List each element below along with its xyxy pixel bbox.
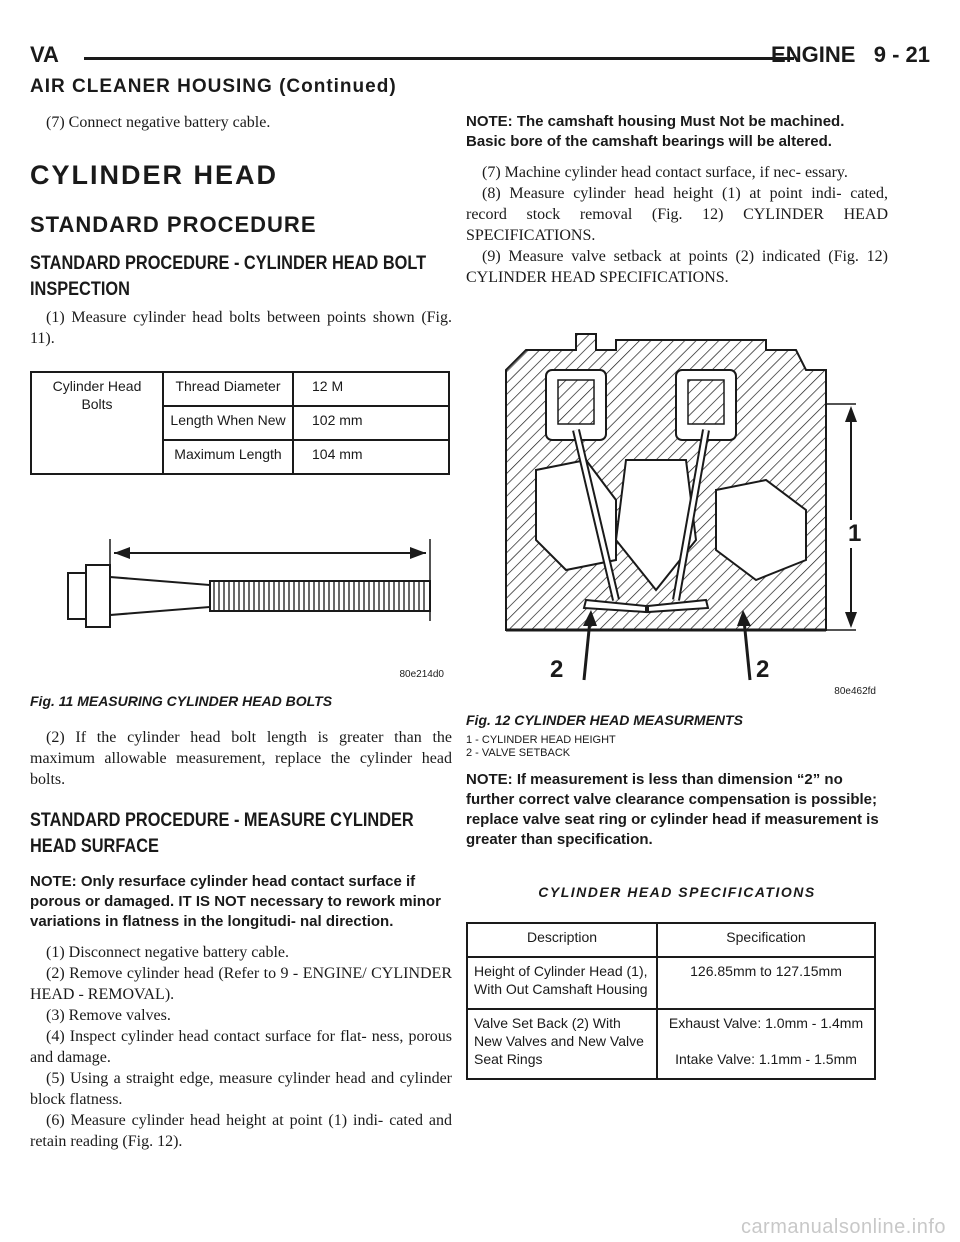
bolt-spec-table [30,371,450,475]
procedure-measure-surface-title: STANDARD PROCEDURE - MEASURE CYLINDER HEAD SURFACE [30,810,414,857]
spec-desc: Valve Set Back (2) With New Valves and New Valve Seat Rings [467,1009,657,1079]
fig11-caption: Fig. 11 MEASURING CYLINDER HEAD BOLTS [30,693,333,709]
surface-step: (4) Inspect cylinder head contact surface for flat- ness, porous and damage. [30,1028,452,1066]
header-rule [84,57,794,60]
spec-value-exhaust: Exhaust Valve: 1.0mm - 1.4mm [668,1015,864,1031]
fig12-callout-1: 1 [848,520,862,547]
bolt-table-value: 104 mm [293,440,449,474]
procedure-bolt-inspection-title: STANDARD PROCEDURE - CYLINDER HEAD BOLT INSPECTION [30,253,427,300]
left-column [30,112,452,1152]
bolt-table-value: 12 M [293,372,449,406]
fig12-callout-2: 2 [550,656,564,683]
bolt-step-2: (2) If the cylinder head bolt length is greater than the maximum allowable measurement, replace the cylinder head bolts. [30,729,452,788]
surface-step: (1) Disconnect negative battery cable. [46,944,289,961]
bolt-table-value: 102 mm [293,406,449,440]
cylinder-head-spec-table [466,922,876,1080]
spec-header-specification: Specification [657,923,875,957]
fig12-figure [466,310,888,758]
spec-header-description: Description [467,923,657,957]
page-header-left: VA [30,42,59,67]
fig12-caption: Fig. 12 CYLINDER HEAD MEASURMENTS [466,712,743,728]
cylinder-head-section-illustration [466,310,888,710]
surface-step: (5) Using a straight edge, measure cylinder head and cylinder block flatness. [30,1070,452,1108]
spec-table-title: CYLINDER HEAD SPECIFICATIONS [538,884,816,900]
surface-step: (2) Remove cylinder head (Refer to 9 - ENGINE/ CYLINDER HEAD - REMOVAL). [30,965,452,1003]
spec-value-intake: Intake Valve: 1.1mm - 1.5mm [675,1051,857,1067]
bolt-table-label: Thread Diameter [163,372,293,406]
surface-step: (6) Measure cylinder head height at point (1) indi- cated and retain reading (Fig. 12). [30,1112,452,1150]
right-column [466,112,888,1080]
fig12-callout-2: 2 [756,656,770,683]
fig12-legend-item: 2 - VALVE SETBACK [466,747,571,759]
bolt-step-1: (1) Measure cylinder head bolts between points shown (Fig. 11). [30,309,452,347]
spec-value: 126.85mm to 127.15mm [657,957,875,1009]
page-header-right: ENGINE 9 - 21 [771,42,930,67]
camshaft-housing-note: NOTE: The camshaft housing Must Not be machined. Basic bore of the camshaft bearings will be altered. [466,113,845,150]
surface-step: (9) Measure valve setback at points (2) indicated (Fig. 12) CYLINDER HEAD SPECIFICATIONS. [466,248,888,286]
fig11-code: 80e214d0 [399,669,444,680]
cylinder-head-bolt-illustration [30,481,450,691]
bolt-table-label: Maximum Length [163,440,293,474]
subsection-title: STANDARD PROCEDURE [30,212,317,237]
surface-step: (8) Measure cylinder head height (1) at point indi- cated, record stock removal (Fig. 12) CYLINDER HEAD SPECIFICATIONS. [466,185,888,244]
measurement-note: NOTE: If measurement is less than dimension “2” no further correct valve clearance compensation is possible; replace valve seat ring or cylinder head if measurement is greater than specification. [466,771,879,848]
spec-value-cell [657,1009,875,1079]
step-7-connect-battery: (7) Connect negative battery cable. [46,114,271,131]
resurface-note: NOTE: Only resurface cylinder head contact surface if porous or damaged. IT IS NOT necessary to rework minor variations in flatness in the longitudi- nal direction. [30,873,441,930]
continued-heading: AIR CLEANER HOUSING (Continued) [30,76,397,97]
section-title: CYLINDER HEAD [30,160,279,190]
fig12-legend-item: 1 - CYLINDER HEAD HEIGHT [466,734,616,746]
surface-step: (7) Machine cylinder head contact surface, if nec- essary. [482,164,848,181]
spec-desc: Height of Cylinder Head (1), With Out Camshaft Housing [467,957,657,1009]
watermark: carmanualsonline.info [740,1216,946,1238]
bolt-table-row-header: Cylinder Head Bolts [31,372,163,474]
fig12-code: 80e462fd [834,686,876,697]
surface-step: (3) Remove valves. [46,1007,171,1024]
bolt-table-label: Length When New [163,406,293,440]
fig11-figure [30,481,452,721]
